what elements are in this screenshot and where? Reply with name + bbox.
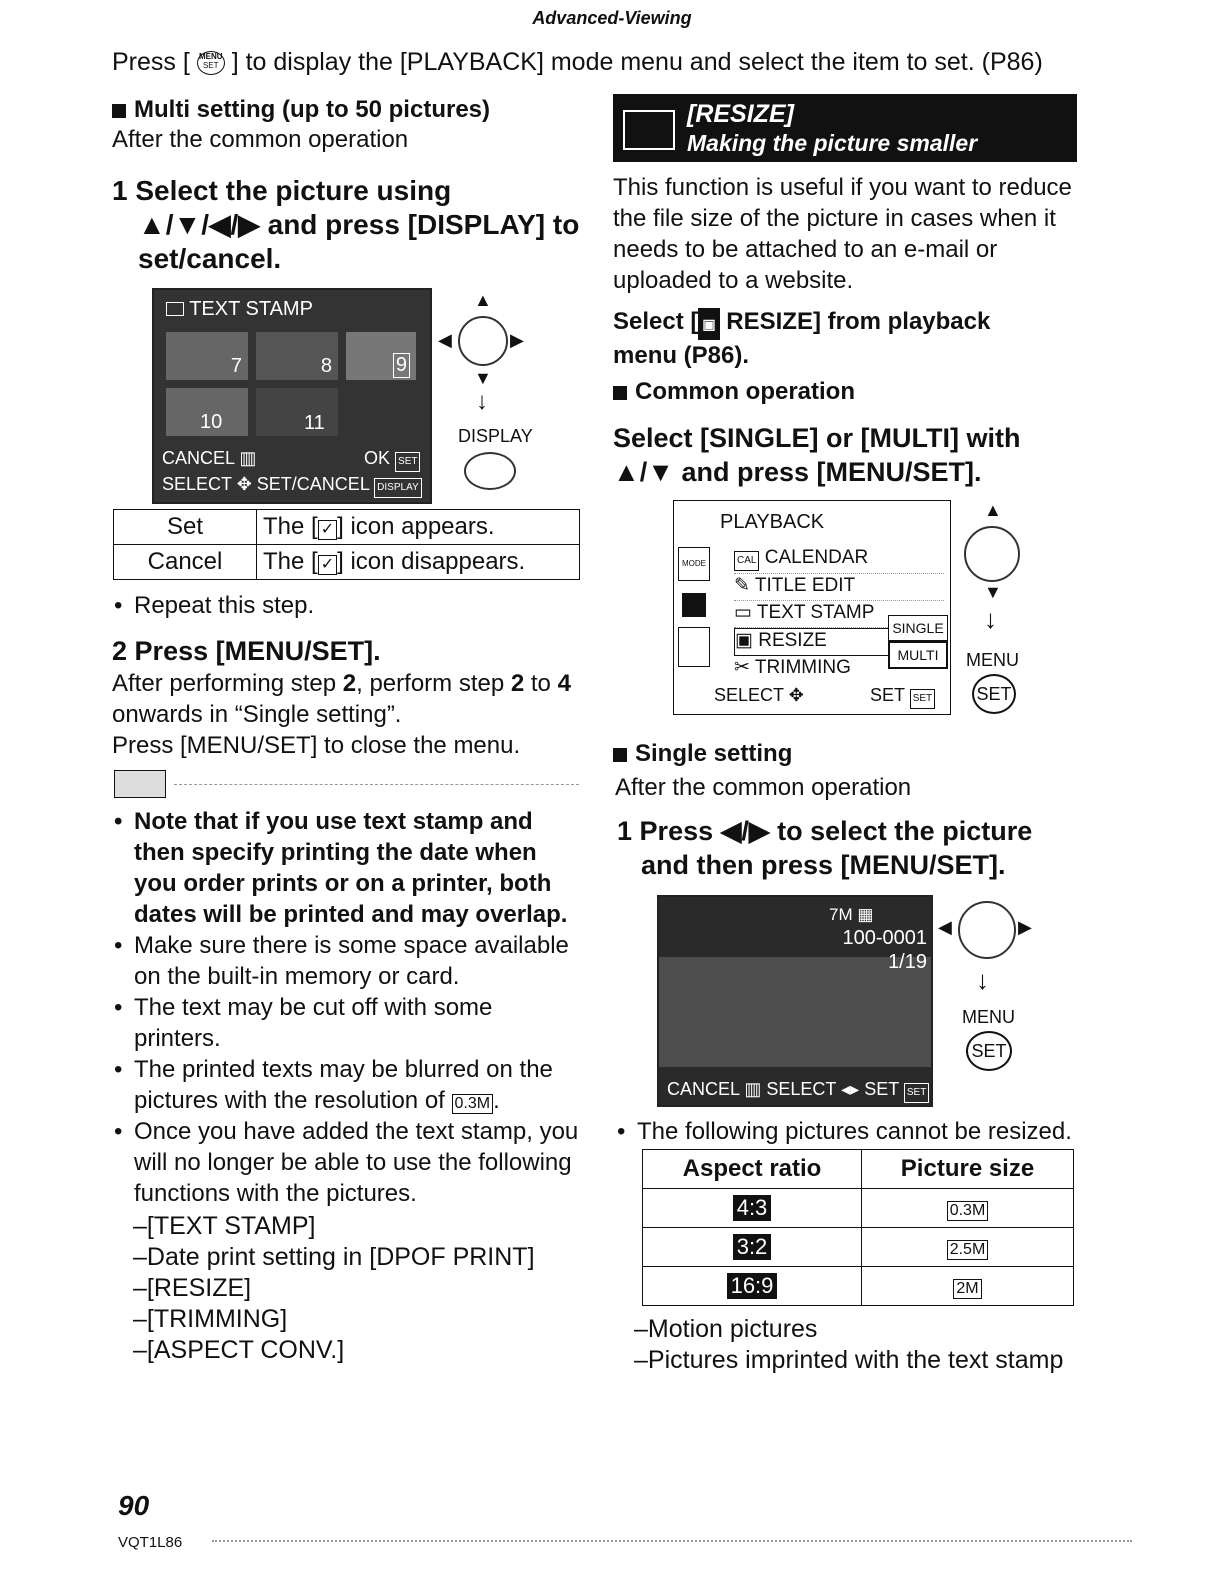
list-item: • Once you have added the text stamp, you will no longer be able to use the following functions with the pictures. bbox=[114, 1116, 584, 1209]
right-arrow-icon: ▶ bbox=[510, 330, 524, 350]
menu-label: MENU bbox=[966, 650, 1019, 670]
right-arrow-icon: ▶ bbox=[1018, 917, 1032, 937]
checkbox-icon: ✓ bbox=[318, 520, 337, 540]
section-header: Advanced-Viewing bbox=[532, 8, 692, 28]
dial-icon bbox=[958, 901, 1016, 959]
square-bullet-icon bbox=[613, 748, 627, 762]
single-heading: Single setting bbox=[613, 740, 792, 768]
page-number: 90 bbox=[118, 1490, 150, 1521]
multi-step2: 2 Press [MENU/SET]. After performing step 2, perform step 2 to 4 onwards in “Single setting”. Press [MENU/SET] to close the menu. bbox=[112, 636, 571, 759]
table-row bbox=[114, 510, 580, 545]
list-item: • The text may be cut off with some printers. bbox=[114, 992, 584, 1054]
mode-tab[interactable]: MODE bbox=[678, 547, 710, 581]
repeat-list bbox=[114, 590, 584, 621]
notes-divider bbox=[114, 770, 584, 798]
intro-before: Press [ bbox=[112, 48, 190, 76]
control-dial-diagram-2 bbox=[958, 500, 1028, 715]
quality-icon: ▦ bbox=[857, 905, 874, 924]
dial-icon bbox=[964, 526, 1020, 582]
set-cancel-table bbox=[113, 509, 580, 580]
thumbnail[interactable]: 11 bbox=[256, 388, 338, 436]
menu-select: SELECT ✥ bbox=[714, 685, 804, 705]
multi-heading: Multi setting (up to 50 pictures) bbox=[112, 96, 592, 124]
menu-set-icon: SET bbox=[904, 1083, 929, 1103]
single-sub: After the common operation bbox=[615, 774, 912, 801]
resize-description: This function is useful if you want to reduce the file size of the picture in cases when it needs to be attached to an e-mail or uploaded to a website. bbox=[613, 174, 1072, 294]
text-stamp-icon: ▭ bbox=[734, 602, 752, 623]
thumbnail[interactable]: 10 bbox=[166, 388, 248, 436]
doc-code: VQT1L86 bbox=[118, 1534, 183, 1551]
option-single[interactable]: SINGLE bbox=[888, 615, 948, 641]
left-arrow-icon: ◀ bbox=[438, 330, 452, 350]
list-item: –[RESIZE] bbox=[133, 1274, 252, 1302]
down-arrow-icon: ▼ bbox=[984, 582, 1002, 602]
list-item: –Date print setting in [DPOF PRINT] bbox=[133, 1243, 535, 1271]
multi-sub: After the common operation bbox=[112, 126, 409, 153]
list-item: • Note that if you use text stamp and then specify printing the date when you order prints or on a printer, both dates will be printed and may overlap. bbox=[114, 806, 584, 930]
resolution-info: 7M ▦ bbox=[829, 905, 874, 924]
list-item: • The following pictures cannot be resized. bbox=[617, 1116, 1087, 1147]
table-cell: 2.5M bbox=[862, 1228, 1074, 1267]
up-arrow-icon: ▲ bbox=[474, 290, 492, 310]
menu-item-resize[interactable]: ▣ RESIZE bbox=[734, 628, 944, 656]
menu-title: PLAYBACK bbox=[720, 511, 825, 533]
menu-item-text-stamp[interactable]: ▭ TEXT STAMP bbox=[734, 601, 944, 628]
lcd-ok: OK SET bbox=[364, 448, 420, 472]
divider bbox=[174, 784, 579, 785]
text-stamp-icon bbox=[166, 302, 184, 316]
menu-item-trimming[interactable]: ✂ TRIMMING bbox=[734, 657, 851, 678]
edit-icon: ✎ bbox=[734, 575, 750, 596]
display-button-icon bbox=[464, 452, 516, 490]
menu-set-icon: SET bbox=[910, 689, 935, 709]
playback-tab-icon[interactable] bbox=[682, 593, 706, 617]
resize-banner bbox=[613, 94, 1077, 162]
notes-list bbox=[114, 806, 584, 1209]
table-cell: The [ ✓ ] icon appears. bbox=[257, 510, 580, 545]
left-arrow-icon: ◀ bbox=[938, 917, 952, 937]
arrow-down-icon: ↓ bbox=[976, 965, 989, 995]
table-cell: 3:2 bbox=[643, 1228, 862, 1267]
cannot-resize-extra bbox=[634, 1314, 1063, 1376]
lcd-title: TEXT STAMP bbox=[166, 298, 313, 321]
table-cell: 2M bbox=[862, 1267, 1074, 1306]
left-column bbox=[112, 96, 592, 155]
set-button-icon: SET bbox=[966, 1031, 1012, 1071]
table-row bbox=[114, 545, 580, 580]
table-cell: 0.3M bbox=[862, 1189, 1074, 1228]
table-cell: 16:9 bbox=[643, 1267, 862, 1306]
list-item: –[TRIMMING] bbox=[133, 1305, 288, 1333]
thumbnail[interactable]: 8 bbox=[256, 332, 338, 380]
intro-after: ] to display the [PLAYBACK] mode menu and select the item to set. (P86) bbox=[231, 48, 1043, 76]
resize-select-instruction: Select [ ▣ RESIZE] from playback menu (P86). bbox=[613, 308, 991, 369]
table-cell: 4:3 bbox=[643, 1189, 862, 1228]
up-arrow-icon: ▲ bbox=[984, 500, 1002, 520]
table-row bbox=[643, 1267, 1074, 1306]
display-label: DISPLAY bbox=[458, 426, 533, 446]
select-single-multi: Select [SINGLE] or [MULTI] with ▲/▼ and press [MENU/SET]. bbox=[613, 423, 1021, 487]
control-dial-diagram-3 bbox=[938, 895, 1038, 1075]
list-item: • Make sure there is some space available on the built-in memory or card. bbox=[114, 930, 584, 992]
resize-title: [RESIZE] bbox=[687, 100, 794, 128]
down-arrow-icon: ▼ bbox=[474, 368, 492, 388]
single-lcd-screen bbox=[657, 895, 933, 1107]
table-row bbox=[643, 1228, 1074, 1267]
menu-item-title-edit[interactable]: ✎ TITLE EDIT bbox=[734, 574, 944, 601]
arrow-down-icon: ↓ bbox=[476, 388, 488, 415]
common-heading: Common operation bbox=[613, 378, 855, 406]
cannot-resize-list bbox=[617, 1116, 1087, 1147]
list-item: –[TEXT STAMP] bbox=[133, 1212, 316, 1240]
arrow-down-icon: ↓ bbox=[984, 604, 997, 634]
table-header: Aspect ratio bbox=[643, 1150, 862, 1189]
file-number: 100-0001 bbox=[842, 927, 927, 949]
cannot-resize-table bbox=[642, 1149, 1074, 1306]
multi-lcd-screen bbox=[152, 288, 432, 504]
thumbnail[interactable]: 9 bbox=[346, 332, 416, 380]
table-header: Picture size bbox=[862, 1150, 1074, 1189]
resize-icon: ▣ bbox=[735, 630, 753, 651]
single-step1: 1 Press ◀/▶ to select the picture and then press [MENU/SET]. bbox=[617, 816, 1033, 880]
list-item: –Motion pictures bbox=[634, 1315, 818, 1343]
settings-tab-icon[interactable] bbox=[678, 627, 710, 667]
intro-text bbox=[112, 48, 1043, 77]
table-row bbox=[643, 1150, 1074, 1189]
footer-rule bbox=[212, 1540, 1132, 1542]
lcd2-footer: CANCEL ▥ SELECT ◂▸ SET SET bbox=[667, 1079, 929, 1103]
disabled-functions-list bbox=[133, 1211, 535, 1366]
option-multi[interactable]: MULTI bbox=[888, 641, 948, 669]
trash-icon: ▥ bbox=[234, 448, 257, 468]
control-dial-diagram bbox=[438, 290, 533, 490]
playback-menu-screen bbox=[673, 500, 951, 715]
set-button-icon: SET bbox=[972, 674, 1016, 714]
menu-set: SET SET bbox=[870, 685, 935, 709]
resize-icon bbox=[623, 110, 675, 150]
dial-icon bbox=[458, 316, 508, 366]
note-icon bbox=[114, 770, 166, 798]
thumbnail[interactable]: 7 bbox=[166, 332, 248, 380]
lcd-select: SELECT ✥ SET/CANCEL DISPLAY bbox=[162, 474, 422, 498]
table-row bbox=[643, 1189, 1074, 1228]
lcd-cancel: CANCEL ▥ bbox=[162, 448, 257, 468]
square-bullet-icon bbox=[613, 386, 627, 400]
table-cell: Cancel bbox=[114, 545, 257, 580]
list-item: • Repeat this step. bbox=[114, 590, 584, 621]
list-item: –Pictures imprinted with the text stamp bbox=[634, 1346, 1064, 1374]
list-item: • The printed texts may be blurred on the pictures with the resolution of 0.3M . bbox=[114, 1054, 584, 1116]
resize-subtitle: Making the picture smaller bbox=[687, 130, 978, 156]
square-bullet-icon bbox=[112, 104, 126, 118]
menu-set-icon: MENU SET bbox=[197, 51, 225, 75]
checkbox-icon: ✓ bbox=[318, 555, 337, 575]
menu-item-calendar[interactable]: CAL CALENDAR bbox=[734, 547, 944, 574]
list-item: –[ASPECT CONV.] bbox=[133, 1336, 345, 1364]
multi-step1: 1 Select the picture using ▲/▼/◀/▶ and press [DISPLAY] to set/cancel. bbox=[112, 175, 580, 274]
table-cell: Set bbox=[114, 510, 257, 545]
trash-icon: ▥ bbox=[744, 1079, 762, 1099]
menu-set-icon: SET bbox=[395, 452, 420, 472]
picture-count: 1/19 bbox=[888, 951, 927, 973]
resize-icon: ▣ bbox=[698, 308, 719, 340]
menu-label: MENU bbox=[962, 1007, 1015, 1027]
table-cell: The [ ✓ ] icon disappears. bbox=[257, 545, 580, 580]
